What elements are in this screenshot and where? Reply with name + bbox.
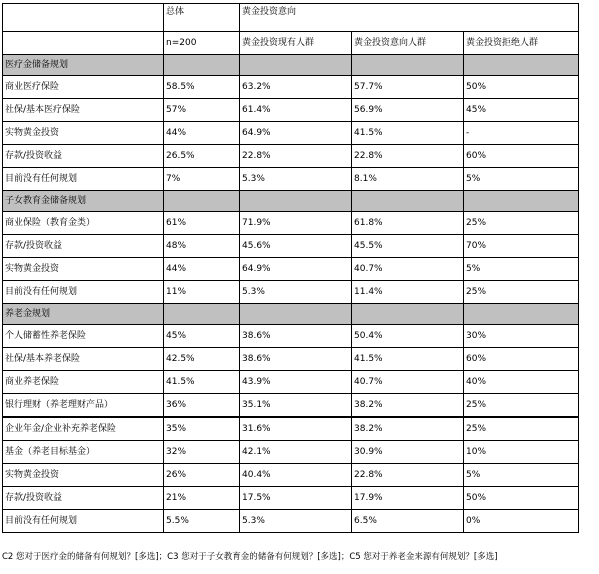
value-cell: 25% — [464, 417, 579, 441]
header-row-1 — [3, 4, 579, 32]
table-row — [3, 371, 579, 394]
value-cell: 64.9% — [240, 122, 352, 145]
value-cell: 22.8% — [352, 145, 464, 168]
value-cell: 5.3% — [240, 510, 352, 533]
section-header-row — [3, 304, 579, 325]
row-label: 商业保险（教育金类） — [3, 212, 164, 235]
value-cell: - — [464, 122, 579, 145]
value-cell: 40% — [464, 371, 579, 394]
table-row — [3, 76, 579, 99]
row-label: 实物黄金投资 — [3, 122, 164, 145]
section-title: 子女教育金储备规划 — [3, 191, 164, 212]
row-label: 社保/基本养老保险 — [3, 348, 164, 371]
row-label: 实物黄金投资 — [3, 464, 164, 487]
value-cell: 71.9% — [240, 212, 352, 235]
section-empty-cell — [164, 304, 240, 325]
value-cell: 6.5% — [352, 510, 464, 533]
value-cell: 57.7% — [352, 76, 464, 99]
value-cell: 25% — [464, 394, 579, 418]
value-cell: 5% — [464, 168, 579, 191]
row-label: 商业医疗保险 — [3, 76, 164, 99]
value-cell: 70% — [464, 235, 579, 258]
value-cell: 48% — [164, 235, 240, 258]
value-cell: 36% — [164, 394, 240, 418]
section-empty-cell — [464, 304, 579, 325]
value-cell: 42.5% — [164, 348, 240, 371]
value-cell: 25% — [464, 212, 579, 235]
value-cell: 44% — [164, 122, 240, 145]
table-row — [3, 417, 579, 441]
value-cell: 57% — [164, 99, 240, 122]
header-sample-size: n=200 — [164, 32, 240, 55]
value-cell: 5.3% — [240, 281, 352, 304]
value-cell: 30% — [464, 325, 579, 348]
section-empty-cell — [240, 191, 352, 212]
survey-table-container — [2, 3, 579, 533]
value-cell: 61.8% — [352, 212, 464, 235]
row-label: 基金（养老目标基金） — [3, 441, 164, 464]
table-row — [3, 325, 579, 348]
section-header-row — [3, 191, 579, 212]
value-cell: 61.4% — [240, 99, 352, 122]
value-cell: 30.9% — [352, 441, 464, 464]
table-row — [3, 258, 579, 281]
value-cell: 41.5% — [352, 122, 464, 145]
value-cell: 45% — [464, 99, 579, 122]
table-row — [3, 464, 579, 487]
section-empty-cell — [240, 55, 352, 76]
value-cell: 17.5% — [240, 487, 352, 510]
value-cell: 11.4% — [352, 281, 464, 304]
section-empty-cell — [464, 55, 579, 76]
value-cell: 41.5% — [352, 348, 464, 371]
header-intent-group-col: 黄金投资意向人群 — [352, 32, 464, 55]
value-cell: 44% — [164, 258, 240, 281]
value-cell: 56.9% — [352, 99, 464, 122]
value-cell: 38.6% — [240, 348, 352, 371]
value-cell: 22.8% — [352, 464, 464, 487]
value-cell: 45% — [164, 325, 240, 348]
value-cell: 58.5% — [164, 76, 240, 99]
row-label: 目前没有任何规划 — [3, 510, 164, 533]
value-cell: 45.6% — [240, 235, 352, 258]
value-cell: 5.3% — [240, 168, 352, 191]
row-label: 个人储蓄性养老保险 — [3, 325, 164, 348]
row-label: 社保/基本医疗保险 — [3, 99, 164, 122]
table-row — [3, 99, 579, 122]
table-row — [3, 168, 579, 191]
value-cell: 45.5% — [352, 235, 464, 258]
header-corner-cell-2 — [3, 32, 164, 55]
table-row — [3, 348, 579, 371]
value-cell: 26% — [164, 464, 240, 487]
value-cell: 35.1% — [240, 394, 352, 418]
value-cell: 50.4% — [352, 325, 464, 348]
value-cell: 25% — [464, 281, 579, 304]
header-intent-group: 黄金投资意向 — [240, 4, 579, 32]
value-cell: 50% — [464, 76, 579, 99]
section-empty-cell — [464, 191, 579, 212]
value-cell: 61% — [164, 212, 240, 235]
value-cell: 41.5% — [164, 371, 240, 394]
section-empty-cell — [164, 191, 240, 212]
value-cell: 38.6% — [240, 325, 352, 348]
table-row — [3, 394, 579, 418]
value-cell: 38.2% — [352, 417, 464, 441]
header-corner-cell — [3, 4, 164, 32]
table-row — [3, 212, 579, 235]
value-cell: 43.9% — [240, 371, 352, 394]
value-cell: 40.7% — [352, 258, 464, 281]
row-label: 目前没有任何规划 — [3, 281, 164, 304]
section-empty-cell — [352, 55, 464, 76]
section-header-row — [3, 55, 579, 76]
value-cell: 22.8% — [240, 145, 352, 168]
table-row — [3, 510, 579, 533]
value-cell: 11% — [164, 281, 240, 304]
value-cell: 63.2% — [240, 76, 352, 99]
section-title: 养老金规划 — [3, 304, 164, 325]
row-label: 存款/投资收益 — [3, 487, 164, 510]
section-empty-cell — [240, 304, 352, 325]
value-cell: 5% — [464, 258, 579, 281]
value-cell: 40.7% — [352, 371, 464, 394]
table-row — [3, 441, 579, 464]
value-cell: 17.9% — [352, 487, 464, 510]
value-cell: 40.4% — [240, 464, 352, 487]
row-label: 银行理财（养老理财产品） — [3, 394, 164, 418]
header-overall: 总体 — [164, 4, 240, 32]
value-cell: 21% — [164, 487, 240, 510]
value-cell: 35% — [164, 417, 240, 441]
value-cell: 60% — [464, 348, 579, 371]
value-cell: 50% — [464, 487, 579, 510]
row-label: 目前没有任何规划 — [3, 168, 164, 191]
value-cell: 5.5% — [164, 510, 240, 533]
value-cell: 26.5% — [164, 145, 240, 168]
value-cell: 38.2% — [352, 394, 464, 418]
footnote: C2 您对于医疗金的储备有何规划？[多选]；C3 您对于子女教育金的储备有何规划？[多选]；C5 您对于养老金来源有何规划？[多选] — [2, 552, 498, 562]
row-label: 实物黄金投资 — [3, 258, 164, 281]
row-label: 企业年金/企业补充养老保险 — [3, 417, 164, 441]
section-empty-cell — [164, 55, 240, 76]
value-cell: 5% — [464, 464, 579, 487]
table-row — [3, 281, 579, 304]
row-label: 商业养老保险 — [3, 371, 164, 394]
value-cell: 64.9% — [240, 258, 352, 281]
value-cell: 8.1% — [352, 168, 464, 191]
value-cell: 31.6% — [240, 417, 352, 441]
value-cell: 32% — [164, 441, 240, 464]
section-empty-cell — [352, 304, 464, 325]
table-row — [3, 122, 579, 145]
header-existing-group: 黄金投资现有人群 — [240, 32, 352, 55]
survey-table — [2, 3, 579, 533]
value-cell: 0% — [464, 510, 579, 533]
value-cell: 60% — [464, 145, 579, 168]
row-label: 存款/投资收益 — [3, 145, 164, 168]
value-cell: 42.1% — [240, 441, 352, 464]
table-row — [3, 145, 579, 168]
table-row — [3, 487, 579, 510]
value-cell: 10% — [464, 441, 579, 464]
header-reject-group: 黄金投资拒绝人群 — [464, 32, 579, 55]
table-row — [3, 235, 579, 258]
value-cell: 7% — [164, 168, 240, 191]
section-empty-cell — [352, 191, 464, 212]
row-label: 存款/投资收益 — [3, 235, 164, 258]
section-title: 医疗金储备规划 — [3, 55, 164, 76]
header-row-2 — [3, 32, 579, 55]
